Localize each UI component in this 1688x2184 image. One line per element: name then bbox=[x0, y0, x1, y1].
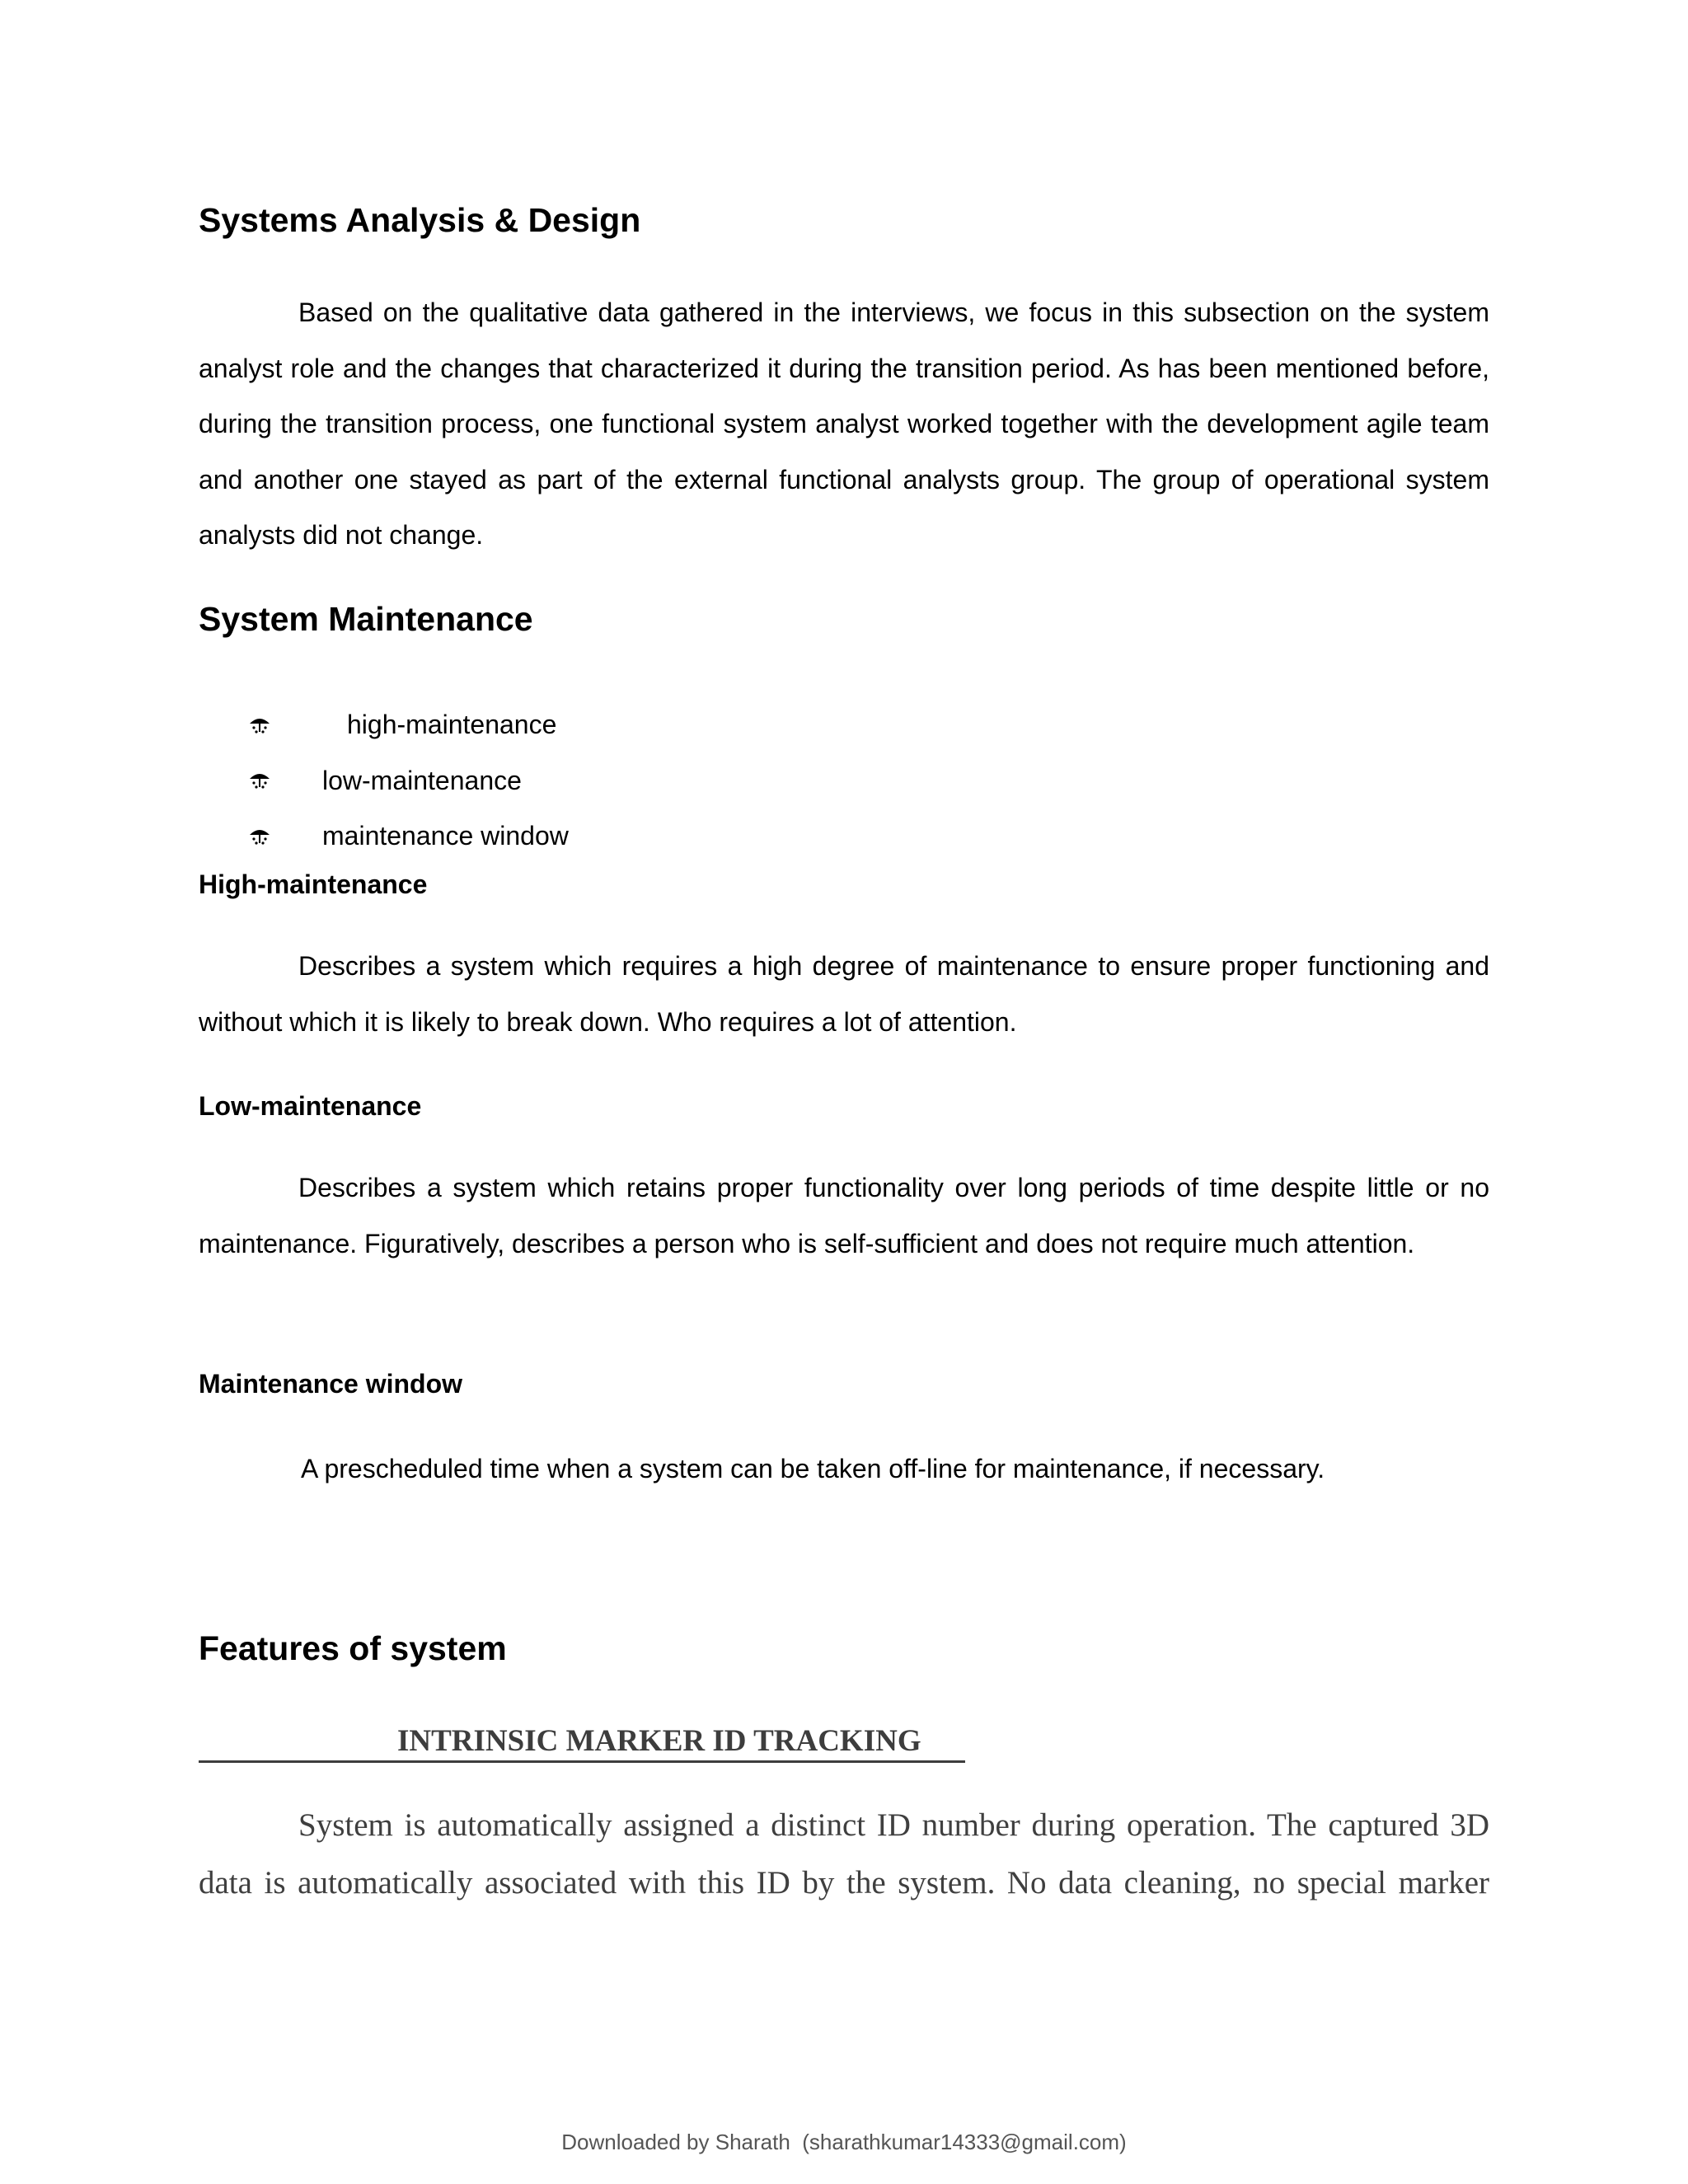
bullet-label: maintenance window bbox=[322, 821, 569, 851]
list-item bbox=[247, 753, 569, 809]
subheading-high-maintenance: High-maintenance bbox=[199, 869, 428, 899]
bullet-label: high-maintenance bbox=[347, 710, 557, 739]
paragraph-systems-analysis: Based on the qualitative data gathered in the interviews, we focus in this subsection on the system analyst role and the changes that characterized it during the transition period. As has been mentioned before, during the transition process, one functional system analyst worked together with the development agile team and another one stayed as part of the external functional analysts group. The group of operational system analysts did not change. bbox=[199, 298, 1489, 550]
heading-systems-analysis-design: Systems Analysis & Design bbox=[199, 201, 641, 239]
subheading-intrinsic-marker bbox=[199, 1722, 965, 1763]
umbrella-rain-icon bbox=[247, 715, 272, 735]
maintenance-bullet-list bbox=[247, 697, 569, 865]
download-footer: Downloaded by Sharath (sharathkumar14333@gmail.com) bbox=[561, 2130, 1127, 2154]
bullet-label: low-maintenance bbox=[322, 765, 522, 795]
list-item bbox=[247, 808, 569, 865]
paragraph-low-maintenance: Describes a system which retains proper functionality over long periods of time despite little or no maintenance. Figuratively, describes a person who is self-sufficient and does not require much attention. bbox=[199, 1173, 1489, 1258]
subheading-maintenance-window: Maintenance window bbox=[199, 1369, 463, 1399]
subheading-intrinsic-marker-text: INTRINSIC MARKER ID TRACKING bbox=[397, 1724, 921, 1758]
list-item bbox=[247, 697, 569, 753]
subheading-low-maintenance: Low-maintenance bbox=[199, 1091, 422, 1121]
heading-features-of-system: Features of system bbox=[199, 1629, 507, 1667]
umbrella-rain-icon bbox=[247, 827, 272, 846]
paragraph-high-maintenance: Describes a system which requires a high degree of maintenance to ensure proper functioning and without which it is likely to break down. Who requires a lot of attention. bbox=[199, 951, 1489, 1037]
paragraph-features: System is automatically assigned a distinct ID number during operation. The captured 3D data is automatically associated with this ID by the system. No data cleaning, no special marker bbox=[199, 1807, 1489, 1900]
umbrella-rain-icon bbox=[247, 771, 272, 790]
heading-system-maintenance: System Maintenance bbox=[199, 600, 533, 638]
paragraph-maintenance-window: A prescheduled time when a system can be taken off-line for maintenance, if necessary. bbox=[301, 1454, 1325, 1483]
